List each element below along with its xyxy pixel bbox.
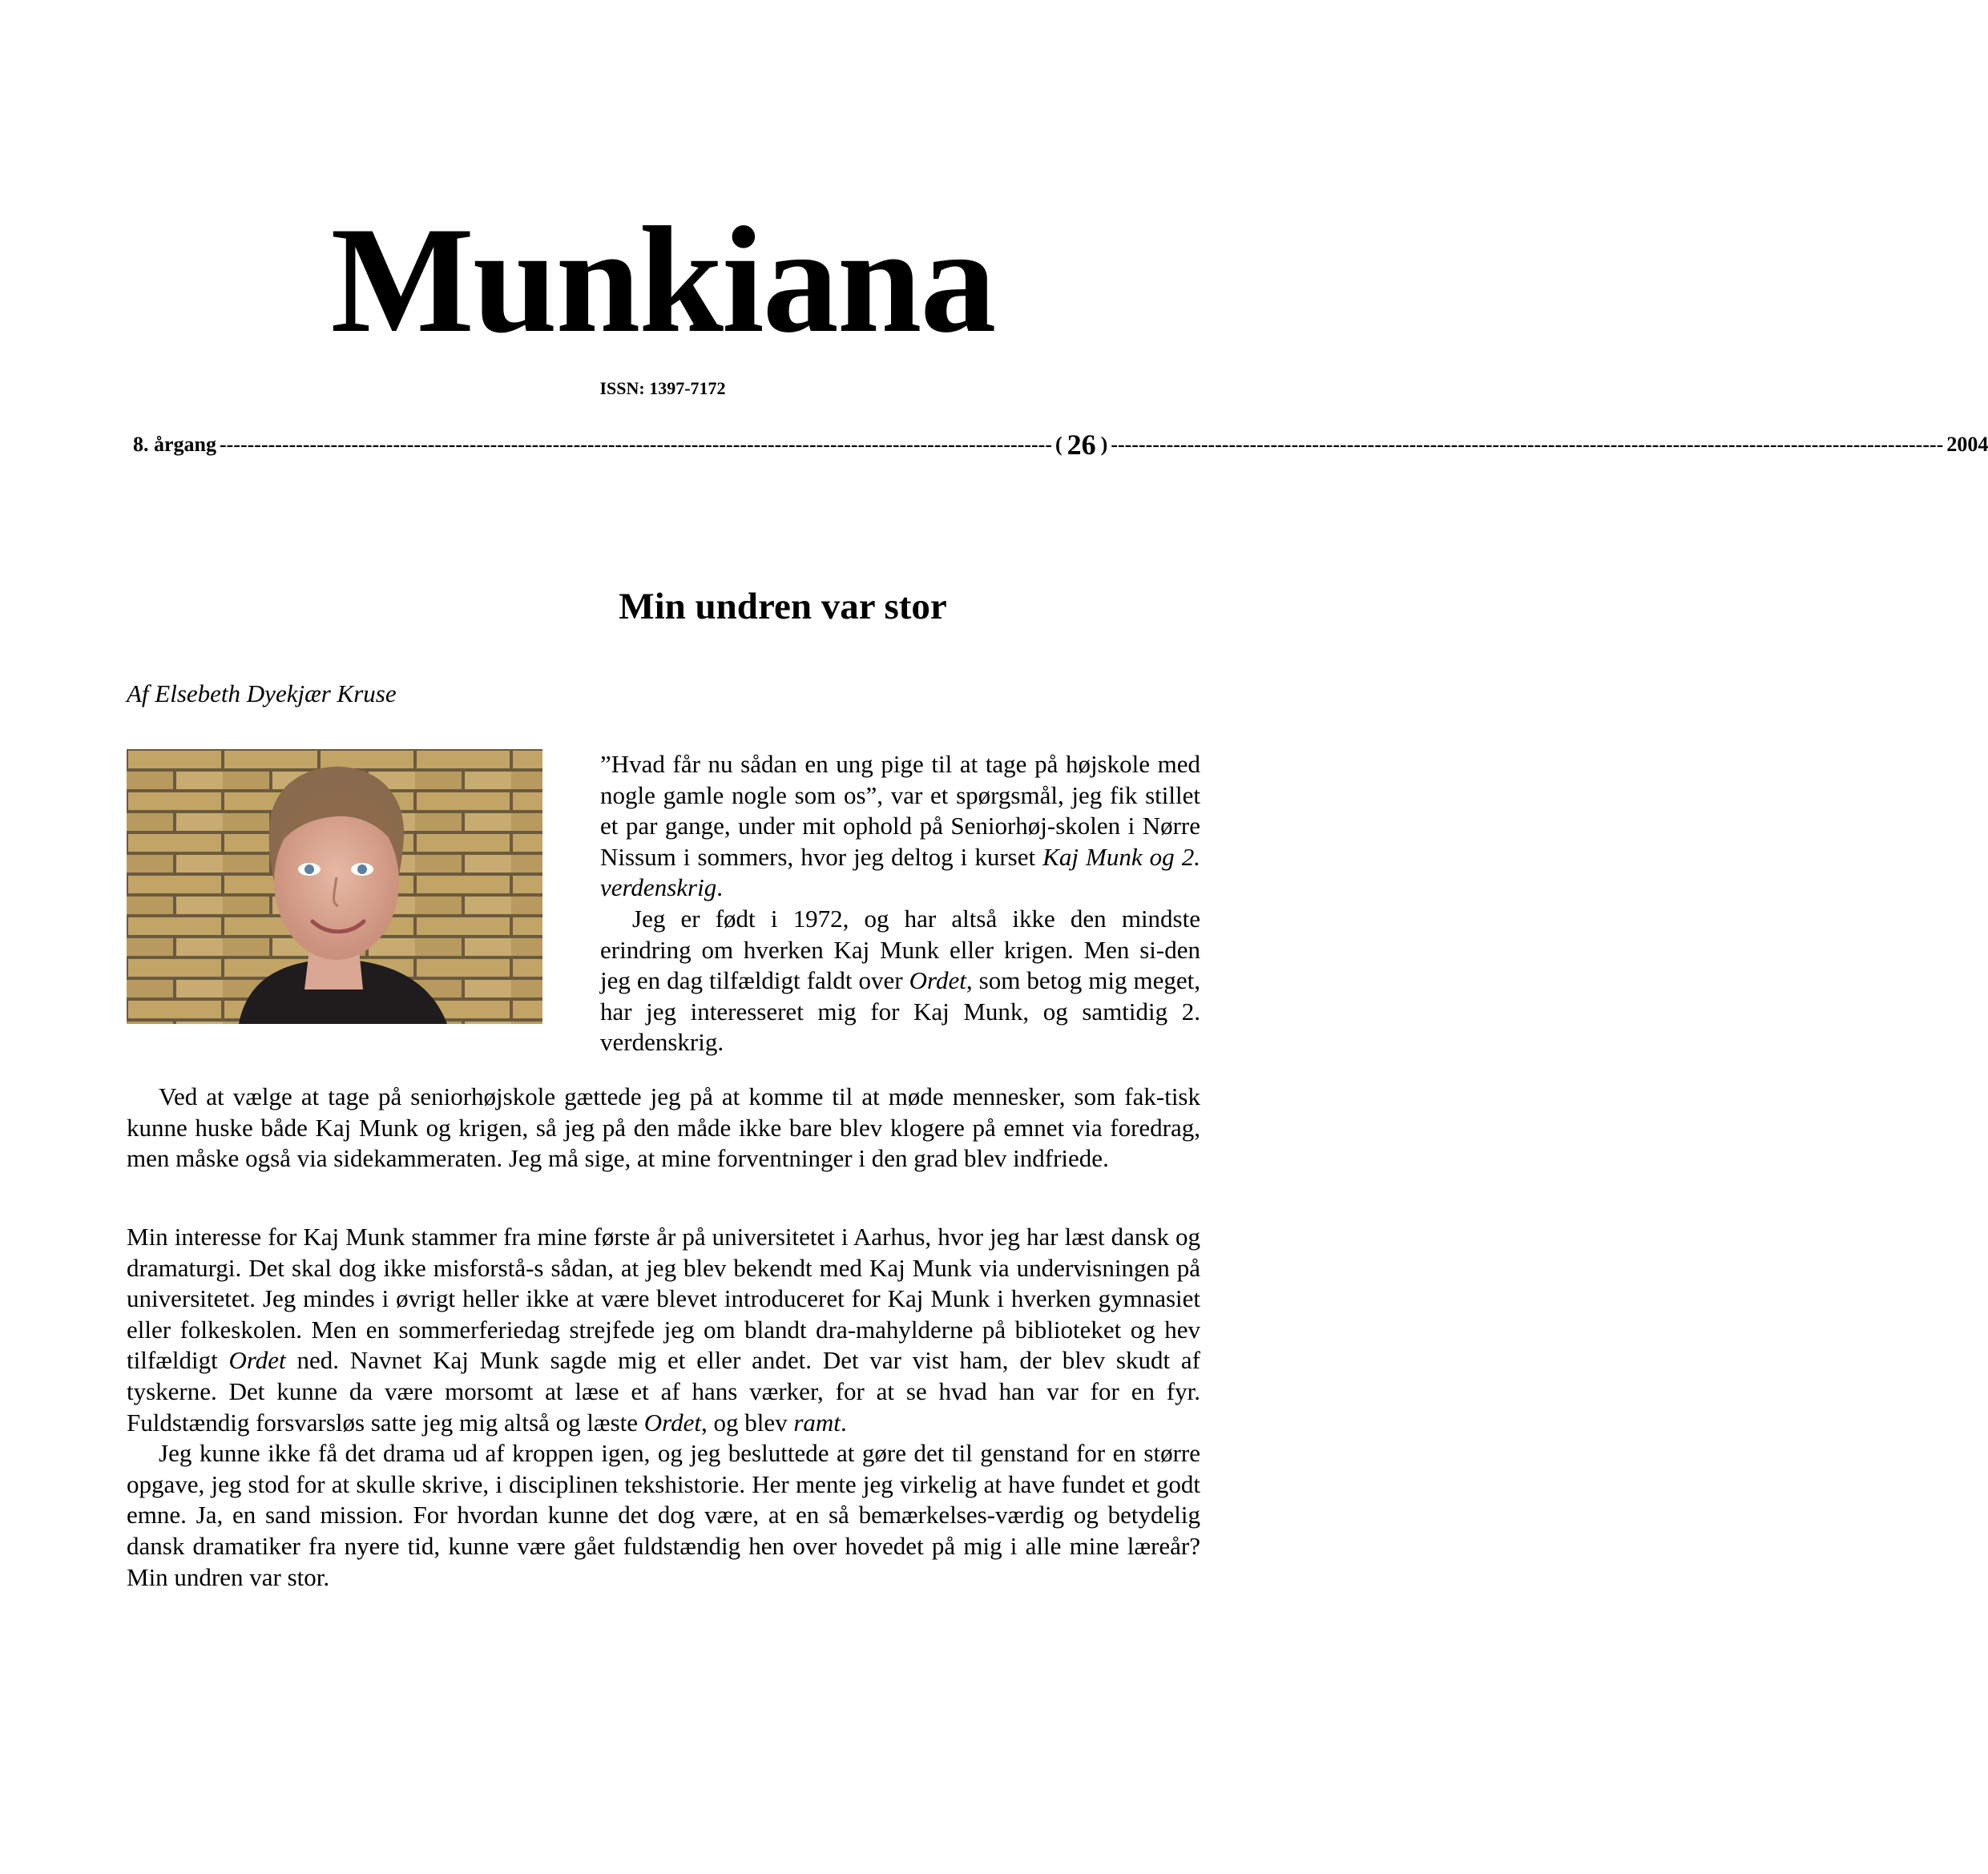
work-title-ordet: Ordet: [643, 1408, 701, 1437]
paragraph-3: Ved at vælge at tage på seniorhøjskole gættede jeg på at komme til at møde mennesker, som fak-tisk kunne huske både Kaj Munk og krigen, så jeg på den måde ikke bare blev klogere på emnet via foredrag, men måske også via sidekammeraten. Jeg må sige, at mine forventninger i den grad blev indfriede.: [127, 1082, 1200, 1173]
paragraph-2-text: Jeg er født i 1972, og har altså ikke den mindste erindring om hverken Kaj Munk eller krigen. Men si-den jeg en dag tilfældigt faldt over: [600, 904, 1200, 995]
paragraph-2: [600, 904, 1200, 1058]
issue-line: [133, 429, 1988, 461]
volume: 8. årgang: [133, 433, 216, 456]
issn: ISSN: 1397-7172: [599, 378, 726, 398]
issue-paren-close: ): [1100, 433, 1108, 456]
paragraph-5: Jeg kunne ikke få det drama ud af kroppen igen, og jeg besluttede at gøre det til genstand for en større opgave, jeg stod for at skulle skrive, i disciplinen tekshistorie. Her mente jeg virkelig at have fundet et godt emne. Ja, en sand mission. For hvordan kunne det dog være, at en så bemærkelses-værdig og betydelig dansk dramatiker fra nyere tid, kunne være gået fuldstændig hen over hovedet på mig i alle mine læreår? Min undren var stor.: [127, 1439, 1200, 1591]
work-title-ordet: Ordet: [228, 1346, 286, 1375]
year: 2004: [1946, 433, 1988, 456]
body-section-2: [127, 1222, 1200, 1593]
author-photo: [127, 749, 542, 1024]
paragraph-1: [600, 749, 1200, 904]
paragraph-1-end: .: [716, 873, 723, 902]
dash-rule-left: ------------------------------------------------------------------------------------------------------------------------: [220, 433, 1052, 456]
dash-rule-right: ------------------------------------------------------------------------------------------------------------------------: [1111, 433, 1944, 456]
paragraph-4-text-2: ned. Navnet Kaj Munk sagde mig et eller andet. Det var vist ham, der blev skudt af tyskerne. Det kunne da være morsomt at læse et af hans værker, for at se hvad han var for en fyr. Fuldstændig forsvarsløs satte jeg mig altså og læste: [127, 1346, 1200, 1437]
issue-number: 26: [1067, 429, 1096, 461]
paragraph-1-text: ”Hvad får nu sådan en ung pige til at tage på højskole med nogle gamle nogle som os”, var et spørgsmål, jeg fik stillet et par gange, under mit ophold på Seniorhøj-skolen i Nørre Nissum i sommers, hvor jeg deltog i kurset: [600, 750, 1200, 871]
paragraph-4-text: Min interesse for Kaj Munk stammer fra mine første år på universitetet i Aarhus, hvor jeg har læst dansk og dramaturgi. Det skal dog ikke misforstå-s sådan, at jeg blev bekendt med Kaj Munk via undervisningen på universitetet. Jeg mindes i øvrigt heller ikke at være blevet introduceret for Kaj Munk i hverken gymnasiet eller folkeskolen. Men en sommerferiedag strejfede jeg om blandt dra-mahylderne på biblioteket og hev tilfældigt: [127, 1223, 1200, 1375]
paragraph-4-text-3: , og blev: [700, 1408, 794, 1437]
article-title-wrap: [0, 585, 1325, 628]
course-title: Kaj Munk og 2. verdenskrig: [600, 842, 1201, 902]
body-section-1: [127, 1082, 1200, 1175]
article-title: Min undren var stor: [619, 586, 947, 627]
issue-paren-open: (: [1054, 433, 1063, 456]
byline: Af Elsebeth Dyekjær Kruse: [127, 679, 397, 707]
paragraph-2-end: , som betog mig meget, har jeg interesseret mig for Kaj Munk, og samtidig 2. verdenskrig.: [600, 966, 1200, 1057]
emphasis-ramt: ramt: [793, 1408, 841, 1437]
work-title-ordet: Ordet: [909, 966, 966, 995]
intro-column: [600, 749, 1200, 1058]
masthead-title: Munkiana: [330, 196, 995, 365]
paragraph-4: [127, 1222, 1200, 1438]
paragraph-4-end: .: [840, 1408, 847, 1437]
